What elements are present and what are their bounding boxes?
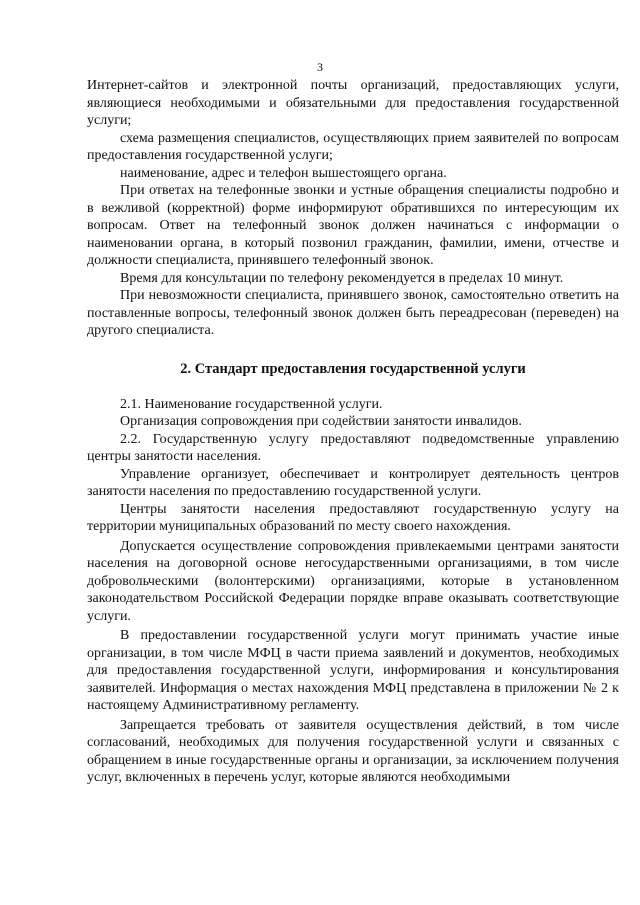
paragraph: Допускается осуществление сопровождения привлекаемыми центрами занятости населения на договорной основе негосударственными организациями, в том числе добровольческими (волонтерскими) организациями, которые в установленном законодательством Российской Федерации порядке вправе оказывать соответствующие услуги. — [87, 538, 619, 624]
paragraph: В предоставлении государственной услуги могут принимать участие иные организации, в том числе МФЦ в части приема заявлений и документов, необходимых для предоставления государственной услуги, информирования и консультирования заявителей. Информация о местах нахождения МФЦ представлена в приложении № 2 к настоящему Административному регламенту. — [87, 628, 619, 713]
paragraph: схема размещения специалистов, осуществляющих прием заявителей по вопросам предоставления государственной услуги; — [87, 130, 619, 163]
paragraph: Запрещается требовать от заявителя осуществления действий, в том числе согласований, необходимых для получения государственной услуги и связанных с обращением в иные государственные органы и организации, за исключением получения услуг, включенных в перечень услуг, которые являются необходимыми — [87, 717, 619, 785]
paragraph: Организация сопровождения при содействии занятости инвалидов. — [120, 414, 522, 429]
paragraph: Управление организует, обеспечивает и контролирует деятельность центров занятости населения по предоставлению государственной услуги. — [87, 466, 619, 499]
paragraph: 2.1. Наименование государственной услуги. — [120, 396, 383, 412]
page-number: 3 — [317, 60, 323, 74]
paragraph: Центры занятости населения предоставляют государственную услугу на территории муниципальных образований по месту своего нахождения. — [87, 501, 619, 534]
paragraph: При невозможности специалиста, принявшего звонок, самостоятельно ответить на поставленные вопросы, телефонный звонок должен быть переадресован (переведен) на другого специалиста. — [87, 288, 619, 338]
paragraph: Интернет-сайтов и электронной почты организаций, предоставляющих услуги, являющиеся необходимыми и обязательными для предоставления государственной услуги; — [87, 78, 619, 128]
paragraph: 2.2. Государственную услугу предоставляют подведомственные управлению центры занятости населения. — [87, 431, 619, 464]
paragraph: При ответах на телефонные звонки и устные обращения специалисты подробно и в вежливой (корректной) форме информируют обратившихся по интересующим их вопросам. Ответ на телефонный звонок должен начинаться с информации о наименовании органа, в который позвонил гражданин, фамилии, имени, отчестве и должности специалиста, принявшего телефонный звонок. — [87, 183, 619, 268]
paragraph: Время для консультации по телефону рекомендуется в пределах 10 минут. — [120, 270, 564, 286]
section-heading: 2. Стандарт предоставления государственной услуги — [180, 360, 526, 377]
page-content — [87, 77, 619, 787]
paragraph: наименование, адрес и телефон вышестоящего органа. — [120, 165, 447, 181]
